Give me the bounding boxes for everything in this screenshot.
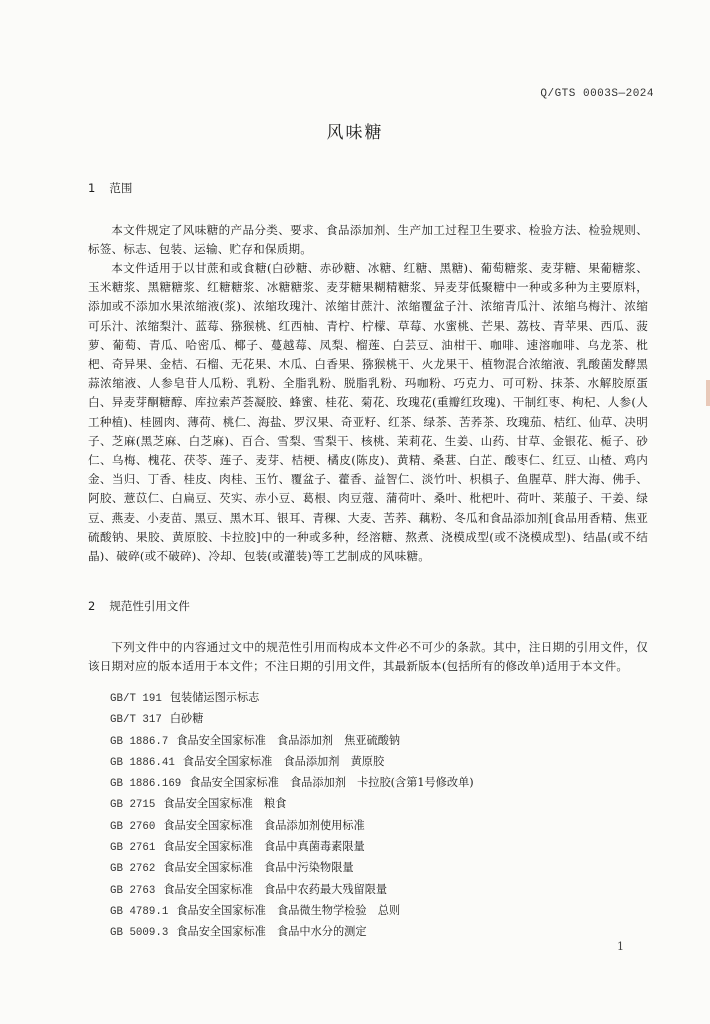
reference-title: 食品安全国家标准 食品中水分的测定 (176, 925, 367, 939)
scope-paragraph-1: 本文件规定了风味糖的产品分类、要求、食品添加剂、生产加工过程卫生要求、检验方法、检验规则、标签、标志、包装、运输、贮存和保质期。 (88, 223, 648, 257)
scan-edge-mark (706, 380, 710, 406)
reference-title: 食品安全国家标准 食品微生物学检验 总则 (176, 903, 401, 917)
reference-title: 食品安全国家标准 粮食 (163, 797, 287, 811)
reference-item (110, 837, 474, 858)
reference-title: 白砂糖 (169, 712, 204, 726)
reference-item (110, 858, 474, 879)
document-code: Q/GTS 0003S—2024 (540, 88, 654, 100)
section-2-number: 2 (88, 599, 96, 613)
reference-item (110, 816, 474, 837)
section-1-heading (88, 180, 132, 196)
reference-item (110, 752, 474, 773)
section-1-number: 1 (88, 181, 96, 195)
reference-code: GB 2760 (110, 820, 156, 833)
scope-paragraph-2: 本文件适用于以甘蔗和或食糖(白砂糖、赤砂糖、冰糖、红糖、黑糖)、葡萄糖浆、麦芽糖、果葡糖浆、玉米糖浆、黑糖糖浆、红糖糖浆、冰糖糖浆、麦芽糖果糊精糖浆、异麦芽低聚糖中一种或多种为主要原料，添加或不添加水果浓缩液(浆)、浓缩玫瑰汁、浓缩甘蔗汁、浓缩覆盆子汁、浓缩青瓜汁、浓缩乌梅汁、浓缩可乐汁、浓缩梨汁、蓝莓、猕猴桃、红西柚、青柠、柠檬、草莓、水蜜桃、芒果、荔枝、青苹果、西瓜、菠萝、葡萄、青瓜、哈密瓜、椰子、蔓越莓、凤梨、榴莲、白芸豆、油柑干、咖啡、速溶咖啡、乌龙茶、枇杷、奇异果、金桔、石榴、无花果、木瓜、白香果、猕猴桃干、火龙果干、植物混合浓缩液、乳酸菌发酵黑蒜浓缩液、人参皂苷人瓜粉、乳粉、全脂乳粉、脱脂乳粉、玛咖粉、巧克力、可可粉、抹茶、水解胶原蛋白、异麦芽酮糖醇、库拉索芦荟凝胶、蜂蜜、桂花、菊花、玫瑰花(重瓣红玫瑰)、干制红枣、枸杞、人参(人工种植)、桂圆肉、薄荷、桃仁、海盐、罗汉果、奇亚籽、红茶、绿茶、苦荞茶、玫瑰茄、桔红、仙草、决明子、芝麻(黑芝麻、白芝麻)、百合、雪梨、雪梨干、核桃、茉莉花、生姜、山药、甘草、金银花、栀子、砂仁、乌梅、槐花、茯苓、莲子、麦芽、桔梗、橘皮(陈皮)、黄精、桑葚、白芷、酸枣仁、红豆、山楂、鸡内金、当归、丁香、桂皮、肉桂、玉竹、覆盆子、藿香、益智仁、淡竹叶、枳椇子、鱼腥草、胖大海、佛手、阿胶、薏苡仁、白扁豆、芡实、赤小豆、葛根、肉豆蔻、蒲荷叶、桑叶、枇杷叶、荷叶、莱菔子、干姜、绿豆、燕麦、小麦苗、黑豆、黑木耳、银耳、青稞、大麦、苦荞、藕粉、冬瓜和食品添加剂[食品用香精、焦亚硫酸钠、果胶、黄原胶、卡拉胶]中的一种或多种，经溶糖、熬煮、浇模成型(或不浇模成型)、结晶(或不结晶)、破碎(或不破碎)、冷却、包装(或灌装)等工艺制成的风味糖。 (88, 261, 648, 564)
reference-item (110, 901, 474, 922)
reference-code: GB 4789.1 (110, 905, 169, 918)
references-intro: 下列文件中的内容通过文中的规范性引用而构成本文件必不可少的条款。其中，注日期的引用文件，仅该日期对应的版本适用于本文件；不注日期的引用文件，其最新版本(包括所有的修改单)适用于本文件。 (88, 640, 648, 674)
reference-code: GB 2763 (110, 884, 156, 897)
reference-code: GB 2762 (110, 863, 156, 876)
reference-item (110, 773, 474, 794)
reference-code: GB 1886.169 (110, 778, 182, 791)
reference-code: GB 1886.41 (110, 756, 175, 769)
reference-item (110, 922, 474, 943)
reference-item (110, 794, 474, 815)
reference-item (110, 880, 474, 901)
reference-title: 食品安全国家标准 食品添加剂使用标准 (163, 818, 365, 832)
reference-title: 食品安全国家标准 食品中真菌毒素限量 (163, 840, 365, 854)
page-number: 1 (617, 940, 624, 953)
reference-code: GB/T 191 (110, 693, 162, 705)
reference-title: 食品安全国家标准 食品中污染物限量 (163, 861, 354, 875)
reference-title: 包装储运图示标志 (169, 691, 260, 704)
reference-title: 食品安全国家标准 食品中农药最大残留限量 (163, 882, 388, 896)
reference-item (110, 709, 474, 730)
reference-list (110, 688, 474, 944)
reference-title: 食品安全国家标准 食品添加剂 黄原胶 (182, 754, 385, 768)
page-title: 风味糖 (326, 123, 384, 143)
reference-code: GB/T 317 (110, 714, 162, 727)
reference-code: GB 2715 (110, 799, 156, 812)
reference-item (110, 731, 474, 752)
section-2-title: 规范性引用文件 (109, 599, 190, 613)
reference-item (110, 688, 474, 709)
reference-code: GB 1886.7 (110, 735, 169, 748)
reference-code: GB 5009.3 (110, 927, 169, 940)
section-1-title: 范围 (109, 181, 133, 195)
reference-title: 食品安全国家标准 食品添加剂 卡拉胶(含第1号修改单) (189, 776, 474, 790)
reference-code: GB 2761 (110, 842, 156, 855)
reference-title: 食品安全国家标准 食品添加剂 焦亚硫酸钠 (176, 733, 401, 747)
section-2-heading (88, 598, 190, 614)
